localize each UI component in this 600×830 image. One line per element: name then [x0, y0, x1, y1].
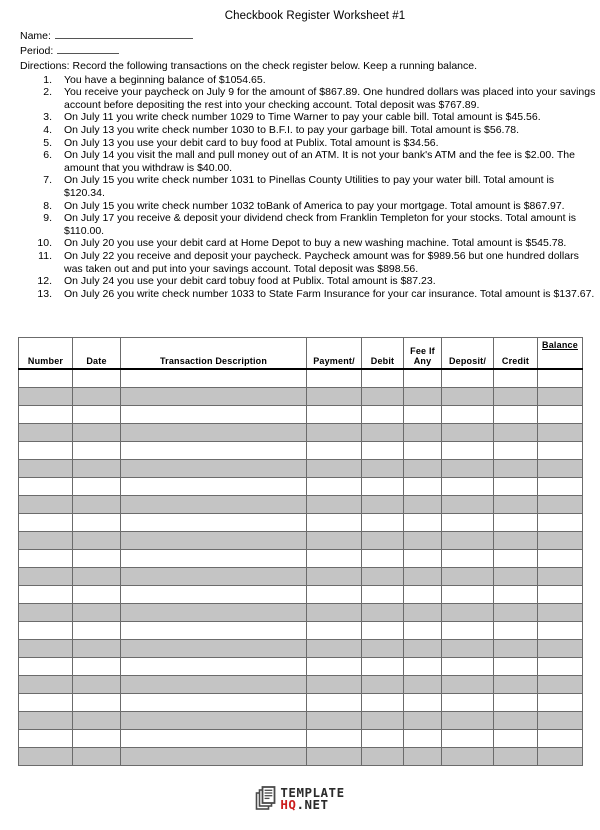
table-row[interactable]: [19, 730, 583, 748]
register-cell-debit[interactable]: [362, 694, 404, 712]
table-row[interactable]: [19, 568, 583, 586]
register-cell-payment[interactable]: [307, 676, 362, 694]
direction-item-text: You have a beginning balance of $1054.65.: [64, 73, 266, 86]
register-cell-balance[interactable]: [538, 640, 583, 658]
register-cell-debit[interactable]: [362, 658, 404, 676]
register-cell-credit[interactable]: [494, 388, 538, 406]
register-cell-debit[interactable]: [362, 478, 404, 496]
register-cell-description[interactable]: [121, 369, 307, 388]
register-cell-date[interactable]: [73, 369, 121, 388]
table-row[interactable]: [19, 604, 583, 622]
register-table: [18, 337, 583, 766]
register-cell-balance[interactable]: [538, 496, 583, 514]
register-cell-payment[interactable]: [307, 712, 362, 730]
table-row[interactable]: [19, 658, 583, 676]
register-cell-description[interactable]: [121, 640, 307, 658]
register-cell-balance[interactable]: [538, 748, 583, 766]
direction-item-text: On July 14 you visit the mall and pull money out of an ATM. It is not your bank's ATM and the fee is $2.00. The amount that you withdraw is $40.00.: [64, 149, 575, 174]
register-cell-credit[interactable]: [494, 676, 538, 694]
direction-item-text: On July 13 you use your debit card to buy food at Publix. Total amount is $34.56.: [64, 136, 439, 149]
register-cell-date[interactable]: [73, 496, 121, 514]
direction-item-number: 2.: [43, 86, 52, 99]
check-register: [18, 337, 582, 766]
register-cell-payment[interactable]: [307, 658, 362, 676]
register-cell-fee[interactable]: [404, 658, 442, 676]
register-cell-balance[interactable]: [538, 424, 583, 442]
register-cell-description[interactable]: [121, 388, 307, 406]
register-cell-debit[interactable]: [362, 604, 404, 622]
register-cell-date[interactable]: [73, 550, 121, 568]
register-cell-credit[interactable]: [494, 369, 538, 388]
direction-item: [20, 174, 600, 199]
register-cell-payment[interactable]: [307, 748, 362, 766]
register-cell-number[interactable]: [19, 514, 73, 532]
register-cell-credit[interactable]: [494, 496, 538, 514]
direction-item-text: On July 24 you use your debit card tobuy food at Publix. Total amount is $87.23.: [64, 275, 436, 288]
register-cell-date[interactable]: [73, 406, 121, 424]
register-cell-fee[interactable]: [404, 712, 442, 730]
direction-item-number: 7.: [43, 174, 52, 187]
direction-item-number: 5.: [43, 136, 52, 149]
direction-item-number: 3.: [43, 111, 52, 124]
register-cell-date[interactable]: [73, 388, 121, 406]
direction-item-number: 11.: [38, 249, 52, 262]
register-cell-balance[interactable]: [538, 442, 583, 460]
header-fields: [0, 29, 600, 58]
register-cell-fee[interactable]: [404, 640, 442, 658]
register-cell-payment[interactable]: [307, 622, 362, 640]
logo-hq-net: [280, 799, 344, 811]
register-cell-deposit[interactable]: [442, 694, 494, 712]
register-cell-credit[interactable]: [494, 514, 538, 532]
register-cell-debit[interactable]: [362, 676, 404, 694]
direction-item-text: On July 11 you write check number 1029 to Time Warner to pay your cable bill. Total amount is $45.56.: [64, 111, 541, 124]
direction-item: [20, 275, 600, 288]
register-cell-description[interactable]: [121, 622, 307, 640]
site-logo: [0, 786, 600, 812]
direction-item-text: On July 20 you use your debit card at Home Depot to buy a new washing machine. Total amount is $545.78.: [64, 237, 567, 250]
table-row[interactable]: [19, 406, 583, 424]
register-cell-description[interactable]: [121, 424, 307, 442]
register-cell-deposit[interactable]: [442, 640, 494, 658]
register-cell-fee[interactable]: [404, 406, 442, 424]
direction-item-text: On July 22 you receive and deposit your paycheck. Paycheck amount was for $989.56 but one hundred dollars was taken out and put into your savings account. Total deposit was $898.56.: [64, 249, 579, 275]
table-row[interactable]: [19, 424, 583, 442]
register-cell-balance[interactable]: [538, 460, 583, 478]
direction-item-text: On July 15 you write check number 1031 to Pinellas County Utilities to pay your water bill. Total amount is $120.34.: [64, 174, 555, 199]
name-field-label: Name:: [20, 30, 51, 42]
register-cell-debit[interactable]: [362, 730, 404, 748]
register-cell-credit[interactable]: [494, 532, 538, 550]
register-cell-date[interactable]: [73, 586, 121, 604]
direction-item: [20, 137, 600, 150]
column-header-deposit: Deposit/: [442, 338, 494, 370]
register-cell-payment[interactable]: [307, 730, 362, 748]
register-body: [19, 369, 583, 766]
register-cell-description[interactable]: [121, 568, 307, 586]
register-cell-number[interactable]: [19, 730, 73, 748]
direction-item-text: On July 13 you write check number 1030 to B.F.I. to pay your garbage bill. Total amount is $56.78.: [64, 123, 520, 136]
register-cell-credit[interactable]: [494, 604, 538, 622]
register-cell-number[interactable]: [19, 712, 73, 730]
direction-item-text: On July 26 you write check number 1033 to State Farm Insurance for your car insurance. Total amount is $137.67.: [64, 287, 595, 300]
register-cell-description[interactable]: [121, 550, 307, 568]
register-cell-balance[interactable]: [538, 514, 583, 532]
register-cell-balance[interactable]: [538, 478, 583, 496]
register-cell-fee[interactable]: [404, 748, 442, 766]
register-cell-date[interactable]: [73, 748, 121, 766]
register-cell-number[interactable]: [19, 676, 73, 694]
documents-icon: [255, 786, 277, 812]
page-title: Checkbook Register Worksheet #1: [224, 10, 406, 22]
direction-item-text: On July 15 you write check number 1032 toBank of America to pay your mortgage. Total amount is $867.97.: [64, 199, 565, 212]
register-cell-deposit[interactable]: [442, 478, 494, 496]
register-cell-balance[interactable]: [538, 676, 583, 694]
name-field-row: [20, 29, 600, 43]
table-row[interactable]: [19, 514, 583, 532]
register-cell-description[interactable]: [121, 694, 307, 712]
register-cell-date[interactable]: [73, 442, 121, 460]
table-row[interactable]: [19, 369, 583, 388]
register-cell-credit[interactable]: [494, 406, 538, 424]
register-cell-description[interactable]: [121, 478, 307, 496]
register-cell-number[interactable]: [19, 568, 73, 586]
register-cell-number[interactable]: [19, 478, 73, 496]
table-row[interactable]: [19, 586, 583, 604]
register-cell-credit[interactable]: [494, 748, 538, 766]
register-cell-debit[interactable]: [362, 442, 404, 460]
direction-item: [20, 149, 600, 174]
register-cell-fee[interactable]: [404, 568, 442, 586]
register-cell-deposit[interactable]: [442, 496, 494, 514]
register-cell-date[interactable]: [73, 640, 121, 658]
register-cell-debit[interactable]: [362, 586, 404, 604]
register-cell-fee[interactable]: [404, 424, 442, 442]
register-cell-balance[interactable]: [538, 568, 583, 586]
register-cell-fee[interactable]: [404, 369, 442, 388]
register-cell-number[interactable]: [19, 369, 73, 388]
direction-item-number: 13.: [37, 287, 52, 300]
register-cell-fee[interactable]: [404, 676, 442, 694]
register-cell-credit[interactable]: [494, 478, 538, 496]
register-cell-number[interactable]: [19, 460, 73, 478]
register-cell-payment[interactable]: [307, 460, 362, 478]
register-cell-fee[interactable]: [404, 532, 442, 550]
register-cell-number[interactable]: [19, 694, 73, 712]
directions-section: [0, 60, 600, 300]
register-cell-fee[interactable]: [404, 514, 442, 532]
register-cell-debit[interactable]: [362, 496, 404, 514]
table-row[interactable]: [19, 748, 583, 766]
register-cell-deposit[interactable]: [442, 550, 494, 568]
register-cell-payment[interactable]: [307, 514, 362, 532]
register-cell-description[interactable]: [121, 406, 307, 424]
register-cell-number[interactable]: [19, 496, 73, 514]
register-cell-description[interactable]: [121, 532, 307, 550]
register-cell-deposit[interactable]: [442, 369, 494, 388]
register-cell-payment[interactable]: [307, 369, 362, 388]
register-cell-deposit[interactable]: [442, 604, 494, 622]
register-cell-debit[interactable]: [362, 460, 404, 478]
direction-item: [20, 237, 600, 250]
table-row[interactable]: [19, 442, 583, 460]
register-cell-date[interactable]: [73, 532, 121, 550]
register-cell-payment[interactable]: [307, 694, 362, 712]
register-cell-date[interactable]: [73, 622, 121, 640]
register-cell-number[interactable]: [19, 532, 73, 550]
register-cell-balance[interactable]: [538, 604, 583, 622]
register-cell-description[interactable]: [121, 586, 307, 604]
table-row[interactable]: [19, 496, 583, 514]
register-cell-fee[interactable]: [404, 388, 442, 406]
register-cell-fee[interactable]: [404, 604, 442, 622]
register-cell-balance[interactable]: [538, 694, 583, 712]
table-row[interactable]: [19, 694, 583, 712]
register-cell-debit[interactable]: [362, 424, 404, 442]
table-row[interactable]: [19, 676, 583, 694]
period-input-rule[interactable]: [57, 44, 119, 54]
table-row[interactable]: [19, 460, 583, 478]
table-row[interactable]: [19, 550, 583, 568]
register-cell-deposit[interactable]: [442, 514, 494, 532]
register-cell-balance[interactable]: [538, 658, 583, 676]
register-cell-debit[interactable]: [362, 568, 404, 586]
register-cell-credit[interactable]: [494, 658, 538, 676]
register-cell-payment[interactable]: [307, 640, 362, 658]
logo-template-text: TEMPLATE: [280, 785, 345, 800]
register-cell-payment[interactable]: [307, 496, 362, 514]
table-row[interactable]: [19, 712, 583, 730]
direction-item-number: 8.: [43, 199, 52, 212]
column-header-debit: Debit: [362, 338, 404, 370]
column-header-balance: [538, 338, 583, 370]
table-row[interactable]: [19, 532, 583, 550]
register-cell-number[interactable]: [19, 442, 73, 460]
register-cell-fee[interactable]: [404, 586, 442, 604]
register-cell-payment[interactable]: [307, 586, 362, 604]
register-cell-payment[interactable]: [307, 442, 362, 460]
direction-item: [20, 111, 600, 124]
direction-item-number: 6.: [43, 149, 52, 162]
register-cell-number[interactable]: [19, 622, 73, 640]
register-cell-date[interactable]: [73, 658, 121, 676]
register-cell-number[interactable]: [19, 550, 73, 568]
table-row[interactable]: [19, 640, 583, 658]
period-field-row: [20, 44, 600, 58]
register-cell-payment[interactable]: [307, 388, 362, 406]
register-cell-deposit[interactable]: [442, 424, 494, 442]
register-cell-description[interactable]: [121, 676, 307, 694]
register-cell-payment[interactable]: [307, 532, 362, 550]
register-cell-debit[interactable]: [362, 369, 404, 388]
register-cell-number[interactable]: [19, 658, 73, 676]
register-cell-fee[interactable]: [404, 460, 442, 478]
register-cell-deposit[interactable]: [442, 712, 494, 730]
register-cell-number[interactable]: [19, 748, 73, 766]
register-cell-date[interactable]: [73, 694, 121, 712]
logo-net-text: .NET: [296, 797, 329, 812]
register-cell-description[interactable]: [121, 730, 307, 748]
direction-item-text: You receive your paycheck on July 9 for the amount of $867.89. One hundred dollars was placed into your savings account before depositing the rest into your checking account. Total deposit was $767.89.: [64, 86, 596, 111]
register-cell-fee[interactable]: [404, 550, 442, 568]
register-cell-balance[interactable]: [538, 730, 583, 748]
register-cell-payment[interactable]: [307, 478, 362, 496]
register-cell-balance[interactable]: [538, 532, 583, 550]
register-cell-credit[interactable]: [494, 568, 538, 586]
register-cell-credit[interactable]: [494, 694, 538, 712]
direction-item-number: 9.: [43, 212, 52, 225]
register-cell-number[interactable]: [19, 604, 73, 622]
register-cell-date[interactable]: [73, 712, 121, 730]
column-header-fee-if-any: Fee If Any: [404, 338, 442, 370]
register-cell-balance[interactable]: [538, 712, 583, 730]
name-input-rule[interactable]: [55, 29, 193, 39]
register-cell-deposit[interactable]: [442, 532, 494, 550]
register-cell-date[interactable]: [73, 514, 121, 532]
register-cell-deposit[interactable]: [442, 442, 494, 460]
column-header-balance-text: Balance: [542, 340, 578, 350]
register-cell-credit[interactable]: [494, 442, 538, 460]
directions-lead: Directions: Record the following transactions on the check register below. Keep a running balance.: [20, 60, 478, 72]
register-cell-deposit[interactable]: [442, 622, 494, 640]
direction-item-number: 1.: [43, 73, 52, 86]
register-cell-credit[interactable]: [494, 586, 538, 604]
column-header-credit: Credit: [494, 338, 538, 370]
register-cell-number[interactable]: [19, 586, 73, 604]
column-header-number: Number: [19, 338, 73, 370]
register-cell-balance[interactable]: [538, 622, 583, 640]
register-cell-debit[interactable]: [362, 622, 404, 640]
logo-hq-text: HQ: [280, 797, 297, 812]
register-cell-description[interactable]: [121, 460, 307, 478]
register-cell-date[interactable]: [73, 730, 121, 748]
register-cell-debit[interactable]: [362, 550, 404, 568]
register-cell-credit[interactable]: [494, 460, 538, 478]
register-cell-date[interactable]: [73, 604, 121, 622]
direction-item: [20, 212, 600, 237]
register-cell-credit[interactable]: [494, 550, 538, 568]
direction-item: [20, 86, 600, 111]
direction-item: [20, 124, 600, 137]
register-cell-description[interactable]: [121, 712, 307, 730]
register-cell-debit[interactable]: [362, 712, 404, 730]
register-cell-number[interactable]: [19, 640, 73, 658]
register-cell-date[interactable]: [73, 424, 121, 442]
register-cell-fee[interactable]: [404, 622, 442, 640]
register-cell-balance[interactable]: [538, 586, 583, 604]
register-cell-deposit[interactable]: [442, 460, 494, 478]
register-cell-description[interactable]: [121, 658, 307, 676]
register-cell-fee[interactable]: [404, 442, 442, 460]
register-cell-fee[interactable]: [404, 730, 442, 748]
table-row[interactable]: [19, 388, 583, 406]
register-cell-number[interactable]: [19, 406, 73, 424]
register-cell-balance[interactable]: [538, 550, 583, 568]
register-header-row: [19, 338, 583, 370]
register-cell-credit[interactable]: [494, 622, 538, 640]
direction-item-number: 12.: [37, 275, 52, 288]
register-cell-fee[interactable]: [404, 496, 442, 514]
register-cell-number[interactable]: [19, 424, 73, 442]
register-cell-debit[interactable]: [362, 640, 404, 658]
column-header-date: Date: [73, 338, 121, 370]
table-row[interactable]: [19, 478, 583, 496]
register-cell-credit[interactable]: [494, 424, 538, 442]
register-cell-payment[interactable]: [307, 550, 362, 568]
register-cell-deposit[interactable]: [442, 388, 494, 406]
register-cell-deposit[interactable]: [442, 406, 494, 424]
register-cell-credit[interactable]: [494, 712, 538, 730]
direction-item-number: 10.: [37, 237, 52, 250]
logo-wordmark: [280, 787, 344, 811]
table-row[interactable]: [19, 622, 583, 640]
column-header-payment: Payment/: [307, 338, 362, 370]
register-cell-deposit[interactable]: [442, 730, 494, 748]
column-header-description: Transaction Description: [121, 338, 307, 370]
register-cell-description[interactable]: [121, 496, 307, 514]
register-cell-debit[interactable]: [362, 532, 404, 550]
register-cell-fee[interactable]: [404, 478, 442, 496]
direction-item-text: On July 17 you receive & deposit your dividend check from Franklin Templeton for your stocks. Total amount is $110.00.: [64, 212, 577, 237]
register-cell-date[interactable]: [73, 568, 121, 586]
register-cell-payment[interactable]: [307, 424, 362, 442]
register-cell-description[interactable]: [121, 748, 307, 766]
register-cell-payment[interactable]: [307, 406, 362, 424]
register-cell-date[interactable]: [73, 478, 121, 496]
register-cell-date[interactable]: [73, 460, 121, 478]
register-cell-number[interactable]: [19, 388, 73, 406]
register-cell-debit[interactable]: [362, 748, 404, 766]
register-cell-debit[interactable]: [362, 514, 404, 532]
register-cell-description[interactable]: [121, 604, 307, 622]
register-cell-deposit[interactable]: [442, 676, 494, 694]
register-cell-deposit[interactable]: [442, 748, 494, 766]
register-cell-balance[interactable]: [538, 369, 583, 388]
register-cell-fee[interactable]: [404, 694, 442, 712]
register-cell-credit[interactable]: [494, 730, 538, 748]
period-field-label: Period:: [20, 45, 54, 57]
direction-item: [20, 288, 600, 301]
register-cell-balance[interactable]: [538, 388, 583, 406]
register-cell-deposit[interactable]: [442, 568, 494, 586]
direction-item: [20, 74, 600, 87]
register-cell-deposit[interactable]: [442, 586, 494, 604]
register-cell-credit[interactable]: [494, 640, 538, 658]
direction-item-number: 4.: [43, 123, 52, 136]
register-cell-payment[interactable]: [307, 568, 362, 586]
directions-list: [20, 74, 600, 301]
register-cell-payment[interactable]: [307, 604, 362, 622]
register-cell-balance[interactable]: [538, 406, 583, 424]
register-cell-debit[interactable]: [362, 388, 404, 406]
register-cell-date[interactable]: [73, 676, 121, 694]
direction-item: [20, 200, 600, 213]
register-cell-debit[interactable]: [362, 406, 404, 424]
register-cell-description[interactable]: [121, 514, 307, 532]
register-cell-description[interactable]: [121, 442, 307, 460]
register-cell-deposit[interactable]: [442, 658, 494, 676]
direction-item: [20, 250, 600, 275]
